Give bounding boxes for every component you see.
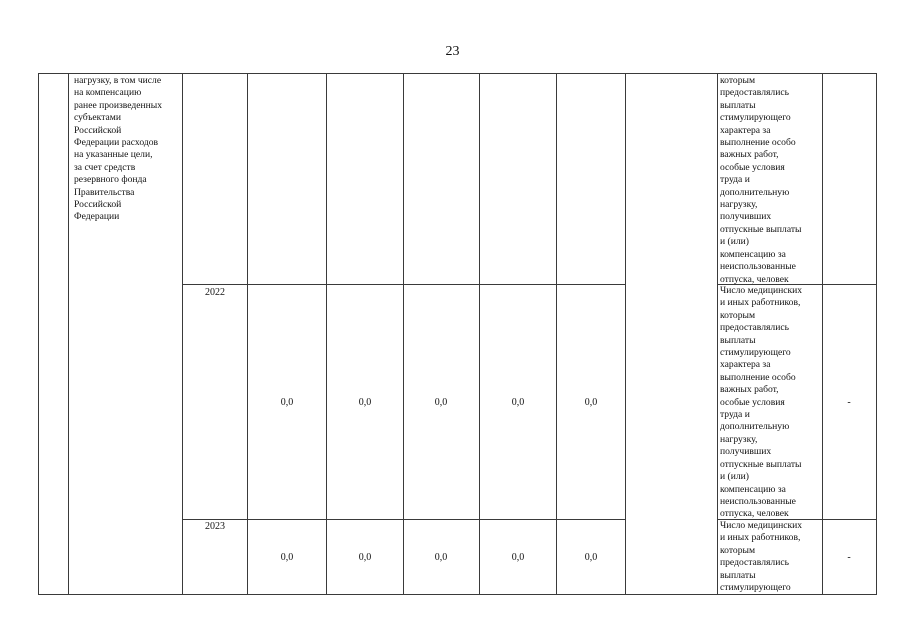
col-line-0 — [38, 73, 39, 595]
col-line-7 — [556, 73, 557, 595]
value-cell: 0,0 — [584, 552, 598, 563]
year-label: 2023 — [205, 521, 225, 532]
col-line-9 — [717, 73, 718, 595]
col-line-6 — [479, 73, 480, 595]
col-line-3 — [247, 73, 248, 595]
expense-description: нагрузку, в том числе на компенсацию ранее произведенных субъектами Российской Федерации расходов на указанные цели, за счет средств резервного фонда Правительства Российской Федерации — [74, 75, 163, 223]
value-cell: 0,0 — [358, 552, 372, 563]
col-line-1 — [68, 73, 69, 595]
indicator-text: Число медицинских и иных работников, которым предоставлялись выплаты стимулирующего — [720, 520, 803, 593]
value-cell: 0,0 — [511, 552, 525, 563]
result-value: - — [847, 397, 851, 408]
value-cell: 0,0 — [584, 397, 598, 408]
value-cell: 0,0 — [280, 397, 294, 408]
result-value: - — [847, 552, 851, 563]
indicator-text: Число медицинских и иных работников, которым предоставлялись выплаты стимулирующего характера за выполнение особо важных работ, особые условия труда и дополнительную нагрузку, получивших отпускные выплаты и (или) компенсацию за неиспользованные отпуска, человек — [720, 285, 803, 520]
value-cell: 0,0 — [434, 397, 448, 408]
value-cell: 0,0 — [280, 552, 294, 563]
table-border-top — [38, 73, 876, 74]
value-cell: 0,0 — [511, 397, 525, 408]
col-line-8 — [625, 73, 626, 595]
value-cell: 0,0 — [358, 397, 372, 408]
indicator-continuation: которым предоставлялись выплаты стимулирующего характера за выполнение особо важных работ, особые условия труда и дополнительную нагрузку, получивших отпускные выплаты и (или) компенсацию за неиспользованные отпуска, человек — [720, 75, 802, 285]
col-line-11 — [876, 73, 877, 595]
col-line-2 — [182, 73, 183, 595]
year-label: 2022 — [205, 287, 225, 298]
col-line-4 — [326, 73, 327, 595]
table-border-bottom — [38, 594, 876, 595]
col-line-10 — [822, 73, 823, 595]
value-cell: 0,0 — [434, 552, 448, 563]
col-line-5 — [403, 73, 404, 595]
page-number: 23 — [445, 44, 460, 59]
